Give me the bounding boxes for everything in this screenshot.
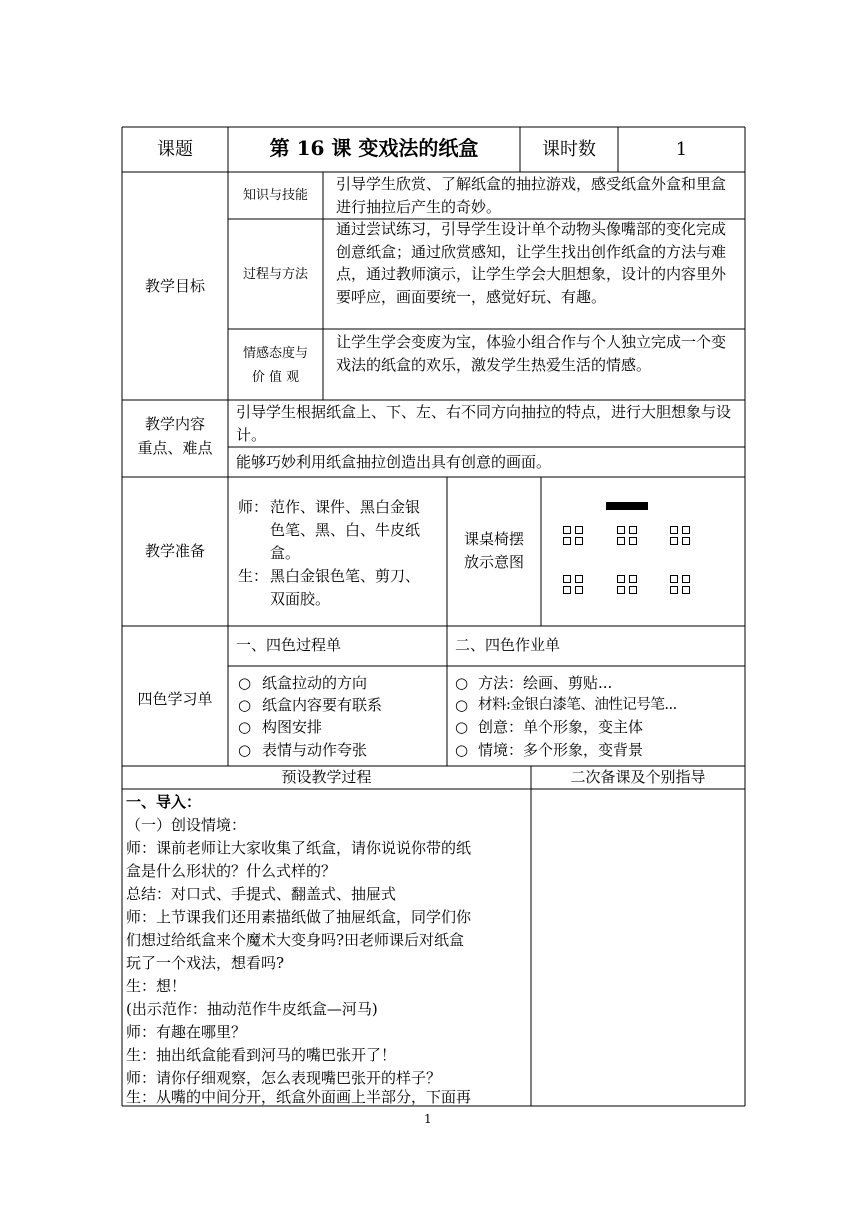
desk	[670, 526, 678, 534]
desk	[629, 575, 637, 583]
seating-label-line2: 放示意图	[463, 553, 524, 571]
difficulty-text: 能够巧妙利用纸盒抽拉创造出具有创意的画面。	[236, 453, 552, 471]
process-line: (出示范作：抽动范作牛皮纸盒—河马)	[126, 1000, 378, 1018]
teacher-prefix: 师：	[238, 498, 269, 516]
desk	[682, 526, 690, 534]
preparation-label: 教学准备	[144, 542, 205, 560]
desk	[563, 537, 571, 545]
desk	[575, 526, 583, 534]
objective-category-knowledge: 知识与技能	[242, 188, 308, 203]
desk	[670, 575, 678, 583]
process-line: 玩了一个戏法，想看吗?	[126, 954, 285, 972]
desk	[682, 537, 690, 545]
homework-bullet: ○	[455, 674, 469, 692]
process-line: 师：上节课我们还用素描纸做了抽屉纸盒，同学们你	[126, 908, 472, 926]
process-item: 表情与动作夸张	[262, 741, 368, 759]
notes-column-header: 二次备课及个别指导	[570, 768, 706, 786]
desk	[670, 586, 678, 594]
desk	[617, 537, 625, 545]
homework-item: 材料:金银白漆笔、油性记号笔...	[478, 697, 677, 713]
process-line: 师：课前老师让大家收集了纸盒，请你说说你带的纸	[126, 839, 472, 857]
process-line: （一）创设情境：	[126, 816, 247, 834]
process-sheet-title: 一、四色过程单	[236, 636, 342, 654]
student-materials-line1: 黑白金银色笔、剪刀、	[270, 567, 421, 585]
desk	[629, 586, 637, 594]
process-bullet: ○	[238, 718, 252, 736]
teacher-podium	[606, 502, 648, 510]
desk	[682, 575, 690, 583]
seating-label-line1: 课桌椅摆	[463, 530, 524, 548]
objective-text-process: 通过尝试练习，引导学生设计单个动物头像嘴部的变化完成创意纸盒；通过欣赏感知，让学生找出创作纸盒的方法与难点，通过教师演示，让学生学会大胆想象，设计的内容里外要呼应，画面要统一，感觉好玩、有趣。	[336, 220, 727, 306]
desk	[682, 586, 690, 594]
homework-bullet: ○	[455, 696, 469, 714]
process-bullet: ○	[238, 696, 252, 714]
process-column-header: 预设教学过程	[281, 768, 372, 786]
homework-item: 方法：绘画、剪贴...	[478, 674, 613, 692]
process-line: 师：有趣在哪里？	[126, 1023, 247, 1041]
objective-text-knowledge: 引导学生欣赏、了解纸盒的抽拉游戏，感受纸盒外盒和里盒进行抽拉后产生的奇妙。	[336, 175, 727, 216]
desk	[563, 575, 571, 583]
teacher-materials-line1: 范作、课件、黑白金银	[270, 498, 421, 516]
period-value: 1	[675, 139, 688, 160]
process-line: 们想过给纸盒来个魔术大变身吗?田老师课后对纸盒	[126, 931, 465, 949]
process-line: 生：从嘴的中间分开，纸盒外面画上半部分，下面再	[126, 1088, 472, 1106]
desk	[629, 526, 637, 534]
objectives-label: 教学目标	[144, 277, 205, 295]
desk	[563, 586, 571, 594]
process-line: 师：请你仔细观察，怎么表现嘴巴张开的样子？	[126, 1069, 442, 1087]
focus-label-line1: 教学内容	[144, 415, 205, 433]
lesson-title: 第 16 课 变戏法的纸盒	[269, 136, 479, 160]
homework-sheet-title: 二、四色作业单	[455, 636, 561, 654]
process-item: 构图安排	[262, 718, 323, 736]
desk	[575, 575, 583, 583]
desk	[575, 586, 583, 594]
student-materials-line2: 双面胶。	[270, 590, 331, 608]
homework-item: 情境：多个形象，变背景	[478, 741, 644, 759]
desk	[563, 526, 571, 534]
period-label: 课时数	[542, 139, 596, 160]
objective-category-attitude-line2: 价 值 观	[251, 370, 300, 385]
four-color-label: 四色学习单	[137, 690, 213, 708]
process-line: 生：抽出纸盒能看到河马的嘴巴张开了！	[126, 1046, 397, 1064]
process-bullet: ○	[238, 674, 252, 692]
desk	[670, 537, 678, 545]
process-item: 纸盒拉动的方向	[262, 674, 368, 692]
teacher-materials-line2: 色笔、黑、白、牛皮纸	[270, 521, 421, 539]
desk	[629, 537, 637, 545]
process-line: 总结：对口式、手提式、翻盖式、抽屉式	[126, 885, 397, 903]
key-point-text: 引导学生根据纸盒上、下、左、右不同方向抽拉的特点，进行大胆想象与设计。	[236, 403, 732, 444]
objective-category-process: 过程与方法	[242, 267, 308, 282]
section-title: 一、导入：	[126, 793, 202, 811]
objective-category-attitude-line1: 情感态度与	[242, 346, 308, 361]
homework-item: 创意：单个形象，变主体	[478, 718, 644, 736]
teacher-materials-line3: 盒。	[270, 544, 301, 562]
process-bullet: ○	[238, 741, 252, 759]
focus-label-line2: 重点、难点	[137, 439, 213, 457]
process-item: 纸盒内容要有联系	[262, 696, 383, 714]
desk	[617, 586, 625, 594]
subject-label: 课题	[157, 139, 193, 160]
objective-text-attitude: 让学生学会变废为宝，体验小组合作与个人独立完成一个变戏法的纸盒的欢乐，激发学生热爱生活的情感。	[336, 333, 727, 374]
process-line: 盒是什么形状的？什么式样的？	[126, 862, 337, 880]
desk	[617, 575, 625, 583]
student-prefix: 生：	[238, 567, 269, 585]
process-line: 生：想！	[126, 977, 187, 995]
homework-bullet: ○	[455, 718, 469, 736]
desk	[617, 526, 625, 534]
desk	[575, 537, 583, 545]
page-number: 1	[424, 1112, 432, 1126]
homework-bullet: ○	[455, 741, 469, 759]
